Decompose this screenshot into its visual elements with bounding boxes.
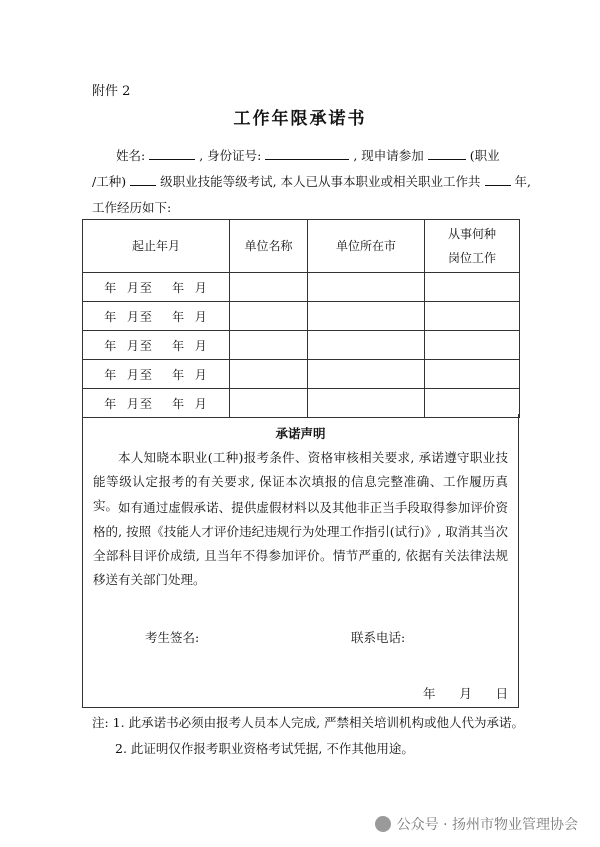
document-title: 工作年限承诺书 bbox=[233, 109, 367, 129]
watermark bbox=[375, 814, 578, 834]
header-city: 单位所在市 bbox=[308, 220, 425, 273]
date-cell[interactable]: 年 月至 年 月 bbox=[83, 331, 230, 360]
date-cell[interactable]: 年 月至 年 月 bbox=[83, 302, 230, 331]
employer-cell[interactable] bbox=[230, 273, 308, 302]
table-row bbox=[83, 360, 520, 389]
signature-label: 考生签名: bbox=[145, 630, 200, 645]
wechat-icon bbox=[375, 816, 391, 832]
position-cell[interactable] bbox=[425, 273, 520, 302]
date-cell[interactable]: 年 月至 年 月 bbox=[83, 389, 230, 418]
name-label: 姓名: bbox=[116, 148, 146, 163]
watermark-text: 公众号 · 扬州市物业管理协会 bbox=[396, 817, 578, 833]
attachment-label: 附件 2 bbox=[92, 84, 131, 99]
note-1: 注: 1. 此承诺书必须由报考人员本人完成, 严禁相关培训机构或他人代为承诺。 bbox=[92, 715, 525, 730]
table-row bbox=[83, 302, 520, 331]
city-cell[interactable] bbox=[308, 302, 425, 331]
declaration-title: 承诺声明 bbox=[275, 426, 326, 441]
declaration-box bbox=[82, 414, 519, 708]
intro-line-1 bbox=[116, 146, 500, 164]
header-employer: 单位名称 bbox=[230, 220, 308, 273]
table-row bbox=[83, 331, 520, 360]
position-cell[interactable] bbox=[425, 360, 520, 389]
work-history-table bbox=[82, 219, 520, 418]
id-label: , 身份证号: bbox=[199, 148, 262, 163]
intro-line-2 bbox=[92, 172, 531, 190]
city-cell[interactable] bbox=[308, 360, 425, 389]
occupation-label: (职业 bbox=[469, 148, 500, 163]
position-cell[interactable] bbox=[425, 302, 520, 331]
job-label: /工种) bbox=[92, 174, 127, 189]
city-cell[interactable] bbox=[308, 331, 425, 360]
date-cell[interactable]: 年 月至 年 月 bbox=[83, 273, 230, 302]
phone-label: 联系电话: bbox=[351, 630, 406, 645]
employer-cell[interactable] bbox=[230, 302, 308, 331]
note-2: 2. 此证明仅作报考职业资格考试凭据, 不作其他用途。 bbox=[115, 741, 414, 756]
id-blank[interactable] bbox=[265, 147, 349, 160]
years-label: 年, bbox=[514, 174, 531, 189]
date-cell[interactable]: 年 月至 年 月 bbox=[83, 360, 230, 389]
city-cell[interactable] bbox=[308, 273, 425, 302]
intro-line-3: 工作经历如下: bbox=[92, 200, 172, 215]
employer-cell[interactable] bbox=[230, 331, 308, 360]
level-text: 级职业技能等级考试, 本人已从事本职业或相关职业工作共 bbox=[160, 174, 481, 189]
declaration-paragraph-1: 本人知晓本职业(工种)报考条件、资格审核相关要求, 承诺遵守职业技能等级认定报考的有关要求, 保证本次填报的信息完整准确、工作履历真实。 bbox=[93, 450, 508, 513]
header-period: 起止年月 bbox=[83, 220, 230, 273]
name-blank[interactable] bbox=[149, 147, 195, 160]
table-row bbox=[83, 273, 520, 302]
declaration-paragraph-2: 如有通过虚假承诺、提供虚假材料以及其他非正当手段取得参加评价资格的, 按照《技能人才评价违纪违规行为处理工作指引(试行)》, 取消其当次全部科目评价成绩, 且当年不得参加评价。情节严重的, 依据有关法律法规移送有关部门处理。 bbox=[93, 500, 508, 587]
table-header-row bbox=[83, 220, 520, 273]
header-position: 从事何种 岗位工作 bbox=[425, 220, 520, 273]
position-cell[interactable] bbox=[425, 331, 520, 360]
occupation-blank[interactable] bbox=[428, 147, 466, 160]
apply-label: , 现申请参加 bbox=[353, 148, 424, 163]
date-label: 年 月 日 bbox=[423, 686, 509, 701]
years-blank[interactable] bbox=[485, 173, 511, 186]
employer-cell[interactable] bbox=[230, 360, 308, 389]
level-blank[interactable] bbox=[130, 173, 156, 186]
